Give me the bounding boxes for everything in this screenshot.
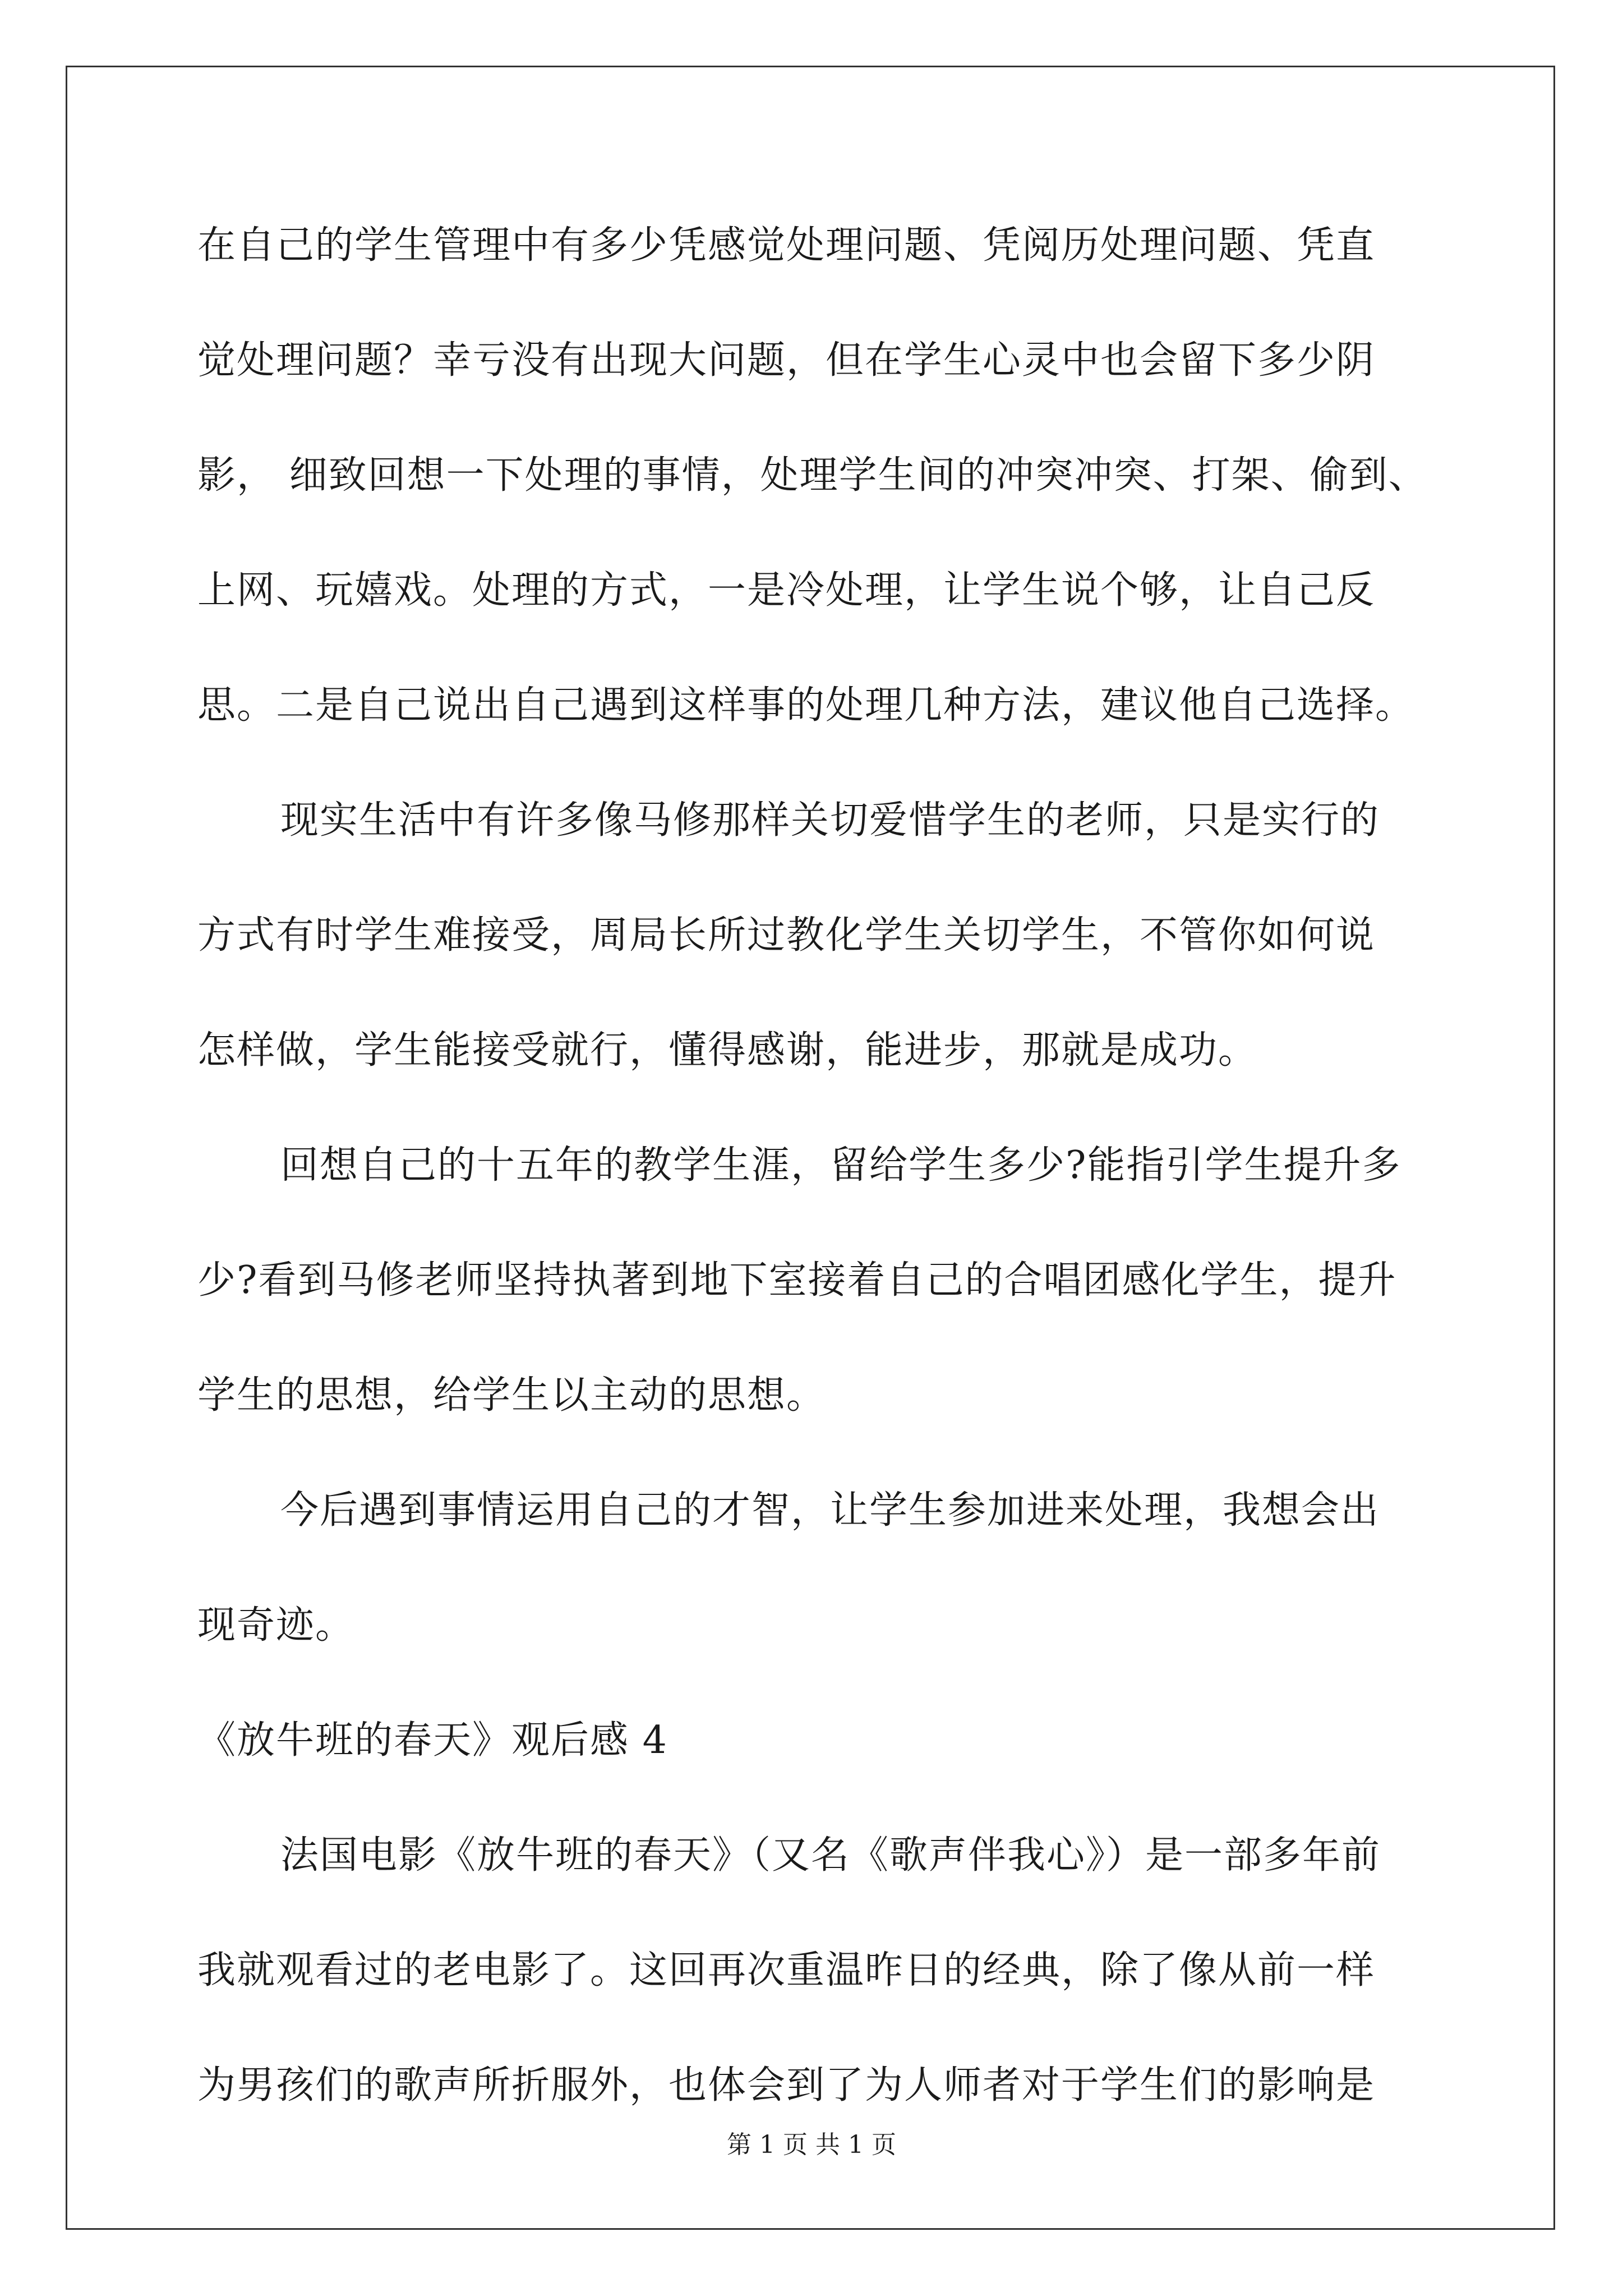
text-line: 现奇迹。 bbox=[197, 1603, 355, 1648]
text-line: 今后遇到事情运用自己的才智，让学生参加进来处理，我想会出 bbox=[280, 1488, 1380, 1533]
text-line: 怎样做，学生能接受就行，懂得感谢，能进步，那就是成功。 bbox=[197, 1028, 1258, 1073]
text-line: 现实生活中有许多像马修那样关切爱惜学生的老师，只是实行的 bbox=[280, 798, 1380, 843]
text-line: 我就观看过的老电影了。这回再次重温昨日的经典，除了像从前一样 bbox=[197, 1948, 1376, 1993]
text-line: 回想自己的十五年的教学生涯，留给学生多少?能指引学生提升多 bbox=[280, 1143, 1401, 1188]
text-line: 少?看到马修老师坚持执著到地下室接着自己的合唱团感化学生，提升 bbox=[197, 1258, 1397, 1303]
text-line: 为男孩们的歌声所折服外，也体会到了为人师者对于学生们的影响是 bbox=[197, 2063, 1376, 2108]
text-line: 影， 细致回想一下处理的事情，处理学生间的冲突冲突、打架、偷到、 bbox=[197, 453, 1428, 498]
text-line: 法国电影《放牛班的春天》（又名《歌声伴我心》）是一部多年前 bbox=[280, 1833, 1381, 1878]
text-line: 思。二是自己说出自己遇到这样事的处理几种方法，建议他自己选择。 bbox=[197, 683, 1415, 728]
text-line: 觉处理问题？幸亏没有出现大问题，但在学生心灵中也会留下多少阴 bbox=[197, 338, 1376, 383]
text-line: 方式有时学生难接受，周局长所过教化学生关切学生，不管你如何说 bbox=[197, 913, 1376, 958]
text-line: 学生的思想，给学生以主动的思想。 bbox=[197, 1373, 826, 1418]
text-line: 在自己的学生管理中有多少凭感觉处理问题、凭阅历处理问题、凭直 bbox=[197, 223, 1376, 268]
page-footer: 第 1 页 共 1 页 bbox=[727, 2131, 896, 2159]
text-line: 上网、玩嬉戏。处理的方式，一是冷处理，让学生说个够，让自己反 bbox=[197, 568, 1376, 613]
section-heading: 《放牛班的春天》观后感 4 bbox=[197, 1718, 668, 1763]
